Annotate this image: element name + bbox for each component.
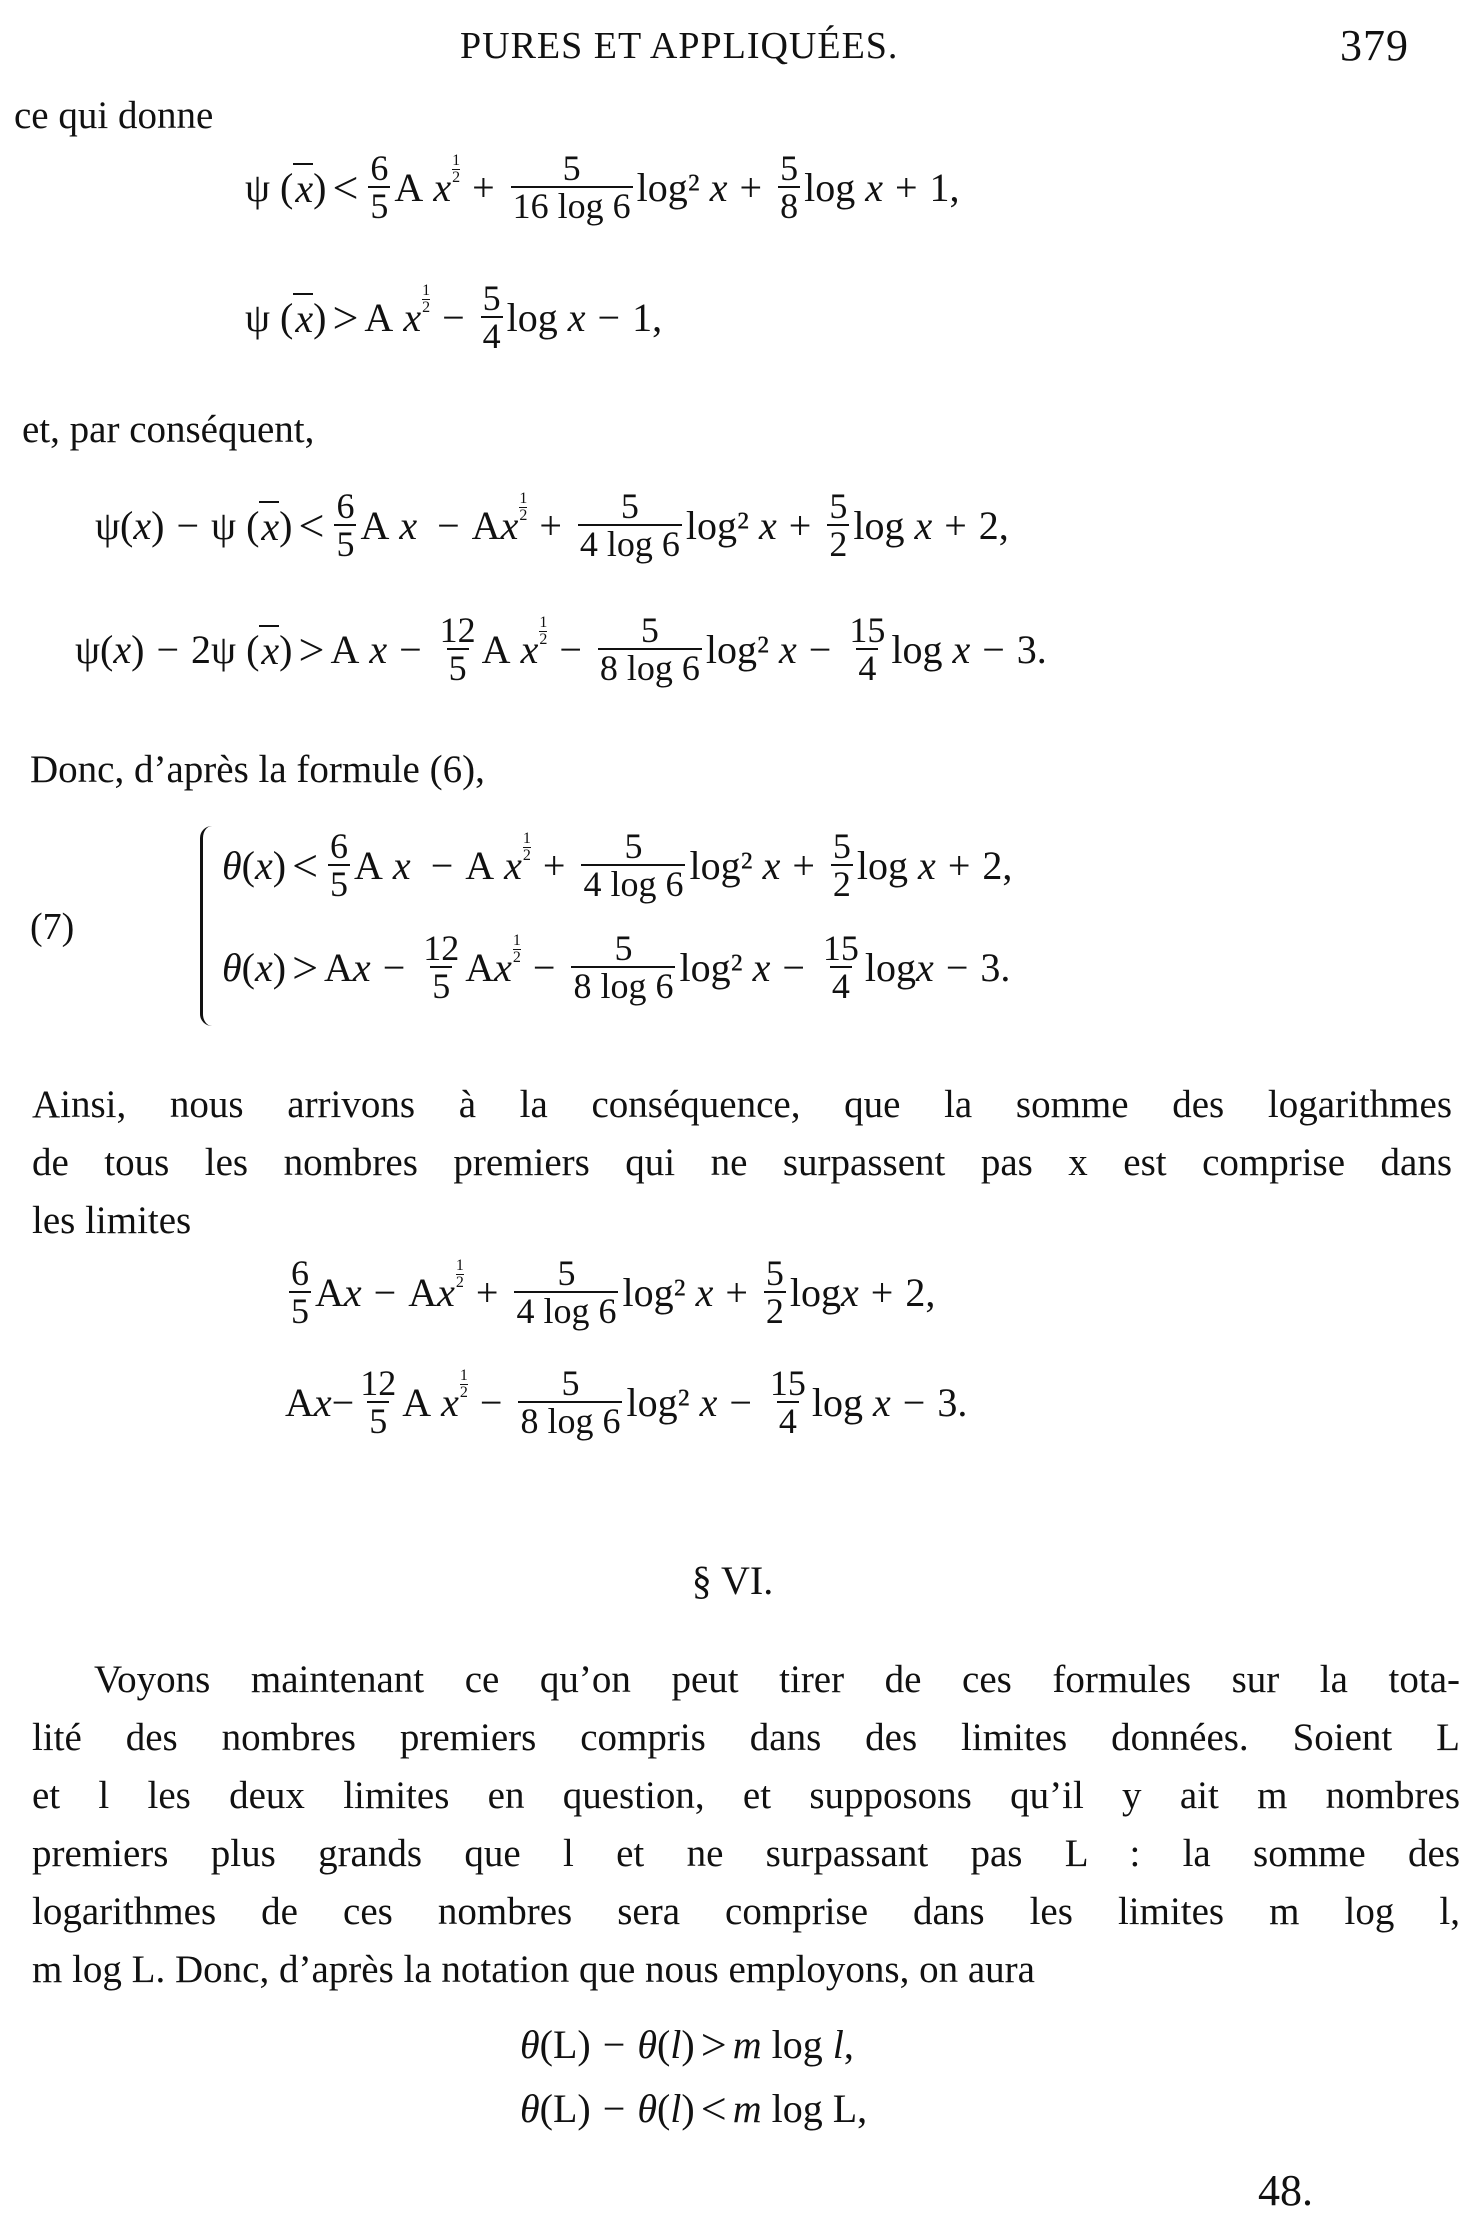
equation-7b: θ ( x ) > A x − $\frac{12}{5}$ A x 1 2 − $\frac{5}{8 \log 6}$ log² x − $\frac{15}{4}$ log x − 3 . — [222, 928, 1011, 1006]
signature-mark: 48. — [1258, 2166, 1313, 2215]
less-than: < — [332, 161, 359, 213]
equation-4: ψ ( x ) − 2 ψ ( x ) > A x − $\frac{12}{5}$ A x 1 2 − $\frac{5}{8 \log 6}$ log² x − $\frac{15}{4}$ log x − 3 . — [75, 610, 1047, 688]
equation-3: ψ ( x ) − ψ ( x ) < $\frac{6}{5}$ A x − A x 1 2 + $\frac{5}{4 \log 6}$ log² x + $\frac{5}{2}$ log x + 2 , — [95, 486, 1009, 564]
paragraph-line: lité des nombres premiers compris dans des limites données. Soient L — [32, 1716, 1460, 1759]
paragraph-line: Voyons maintenant ce qu’on peut tirer de ces formules sur la tota- — [94, 1658, 1460, 1701]
paragraph-voyons — [32, 1651, 1460, 1999]
intro-text-2: et, par conséquent, — [22, 408, 315, 451]
paragraph-line: Ainsi, nous arrivons à la conséquence, que la somme des logarithmes — [32, 1083, 1452, 1126]
final-equation-1: θ ( L ) − θ ( l ) > m log l , — [520, 2019, 854, 2070]
left-brace — [200, 826, 217, 1026]
psi-symbol: ψ — [245, 164, 271, 210]
paragraph-line: et l les deux limites en question, et supposons qu’il y ait m nombres — [32, 1774, 1460, 1817]
intro-text-1: ce qui donne — [14, 94, 214, 137]
paragraph-ainsi — [32, 1076, 1452, 1250]
var-x: x — [295, 165, 314, 211]
paragraph-line: les limites — [32, 1199, 192, 1242]
equation-2: ψ ( x ) > A x 1 2 − $\frac{5}{4}$ log x − 1 , — [245, 278, 663, 356]
equation-number: (7) — [30, 906, 75, 948]
paragraph-line: m log L. Donc, d’après la notation que nous employons, on aura — [32, 1948, 1035, 1991]
fraction: $\frac{6}{5}$ — [370, 148, 389, 226]
equation-7a: θ ( x ) < $\frac{6}{5}$ A x − A x 1 2 + $\frac{5}{4 \log 6}$ log² x + $\frac{5}{2}$ log x + 2 , — [222, 826, 1013, 904]
limits-equation-2: A x − $\frac{12}{5}$ A x 1 2 − $\frac{5}{8 \log 6}$ log² x − $\frac{15}{4}$ log x − 3 . — [285, 1363, 968, 1441]
fraction: $\frac{5}{16 \log 6}$ — [512, 148, 631, 226]
page-number: 379 — [1340, 21, 1409, 70]
paragraph-line: logarithmes de ces nombres sera comprise dans les limites m log l, — [32, 1890, 1460, 1933]
intro-text-3: Donc, d’après la formule (6), — [30, 748, 485, 791]
equation-1: ψ ( x ) < $\frac{6}{5}$ A x 1 2 + $\frac{5}{16 \log 6}$ log² x + $\frac{5}{8}$ log x + 1 , — [245, 148, 960, 226]
limits-equation-1: $\frac{6}{5}$ A x − A x 1 2 + $\frac{5}{4 \log 6}$ log² x + $\frac{5}{2}$ log x + 2 , — [291, 1253, 936, 1331]
final-equation-2: θ ( L ) − θ ( l ) < m log L , — [520, 2083, 868, 2134]
paragraph-line: premiers plus grands que l et ne surpassant pas L : la somme des — [32, 1832, 1460, 1875]
section-title: § VI. — [691, 1558, 774, 1603]
paragraph-line: de tous les nombres premiers qui ne surpassent pas x est comprise dans — [32, 1141, 1452, 1184]
running-title: PURES ET APPLIQUÉES. — [460, 25, 899, 67]
